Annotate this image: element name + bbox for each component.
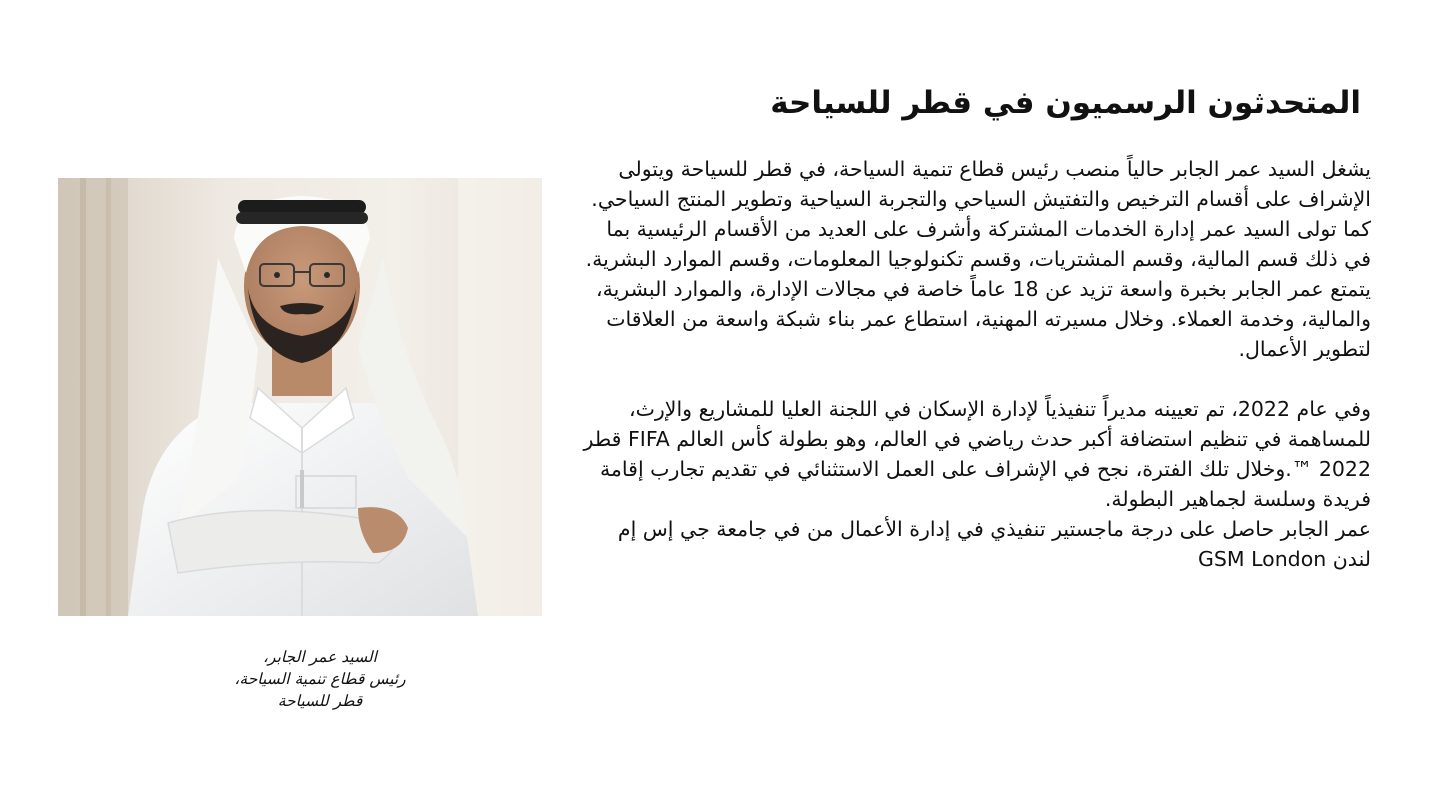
speaker-photo	[58, 178, 542, 616]
bio-paragraph: عمر الجابر حاصل على درجة ماجستير تنفيذي في إدارة الأعمال من في جامعة جي إس إم لندن GSM London	[617, 517, 1371, 571]
page-title: المتحدثون الرسميون في قطر للسياحة	[770, 85, 1361, 121]
caption-organization: قطر للسياحة	[277, 692, 363, 710]
person-portrait-icon	[58, 178, 542, 616]
bio-paragraph: وفي عام 2022، تم تعيينه مديراً تنفيذياً لإدارة الإسكان في اللجنة العليا للمشاريع والإرث، للمساهمة في تنظيم استضافة أكبر حدث رياضي في العالم، وهو بطولة كأس العالم FIFA قطر 2022 ™.وخلال تلك الفترة، نجح في الإشراف على العمل الاستثنائي في تقديم تجارب إقامة فريدة وسلسة لجماهير البطولة.	[583, 397, 1371, 511]
caption-name: السيد عمر الجابر،	[263, 648, 377, 666]
photo-caption	[150, 646, 490, 712]
speaker-bio	[581, 154, 1371, 574]
caption-position: رئيس قطاع تنمية السياحة،	[234, 670, 406, 688]
bio-paragraph: يشغل السيد عمر الجابر حالياً منصب رئيس قطاع تنمية السياحة، في قطر للسياحة ويتولى الإشراف على أقسام الترخيص والتفتيش السياحي والتجربة السياحية وتطوير المنتج السياحي. كما تولى السيد عمر إدارة الخدمات المشتركة وأشرف على العديد من الأقسام الرئيسية بما في ذلك قسم المالية، وقسم المشتريات، وقسم تكنولوجيا المعلومات، وقسم الموارد البشرية. يتمتع عمر الجابر بخبرة واسعة تزيد عن 18 عاماً خاصة في مجالات الإدارة، والموارد البشرية، والمالية، وخدمة العملاء. وخلال مسيرته المهنية، استطاع عمر بناء شبكة واسعة من العلاقات لتطوير الأعمال.	[585, 157, 1371, 361]
